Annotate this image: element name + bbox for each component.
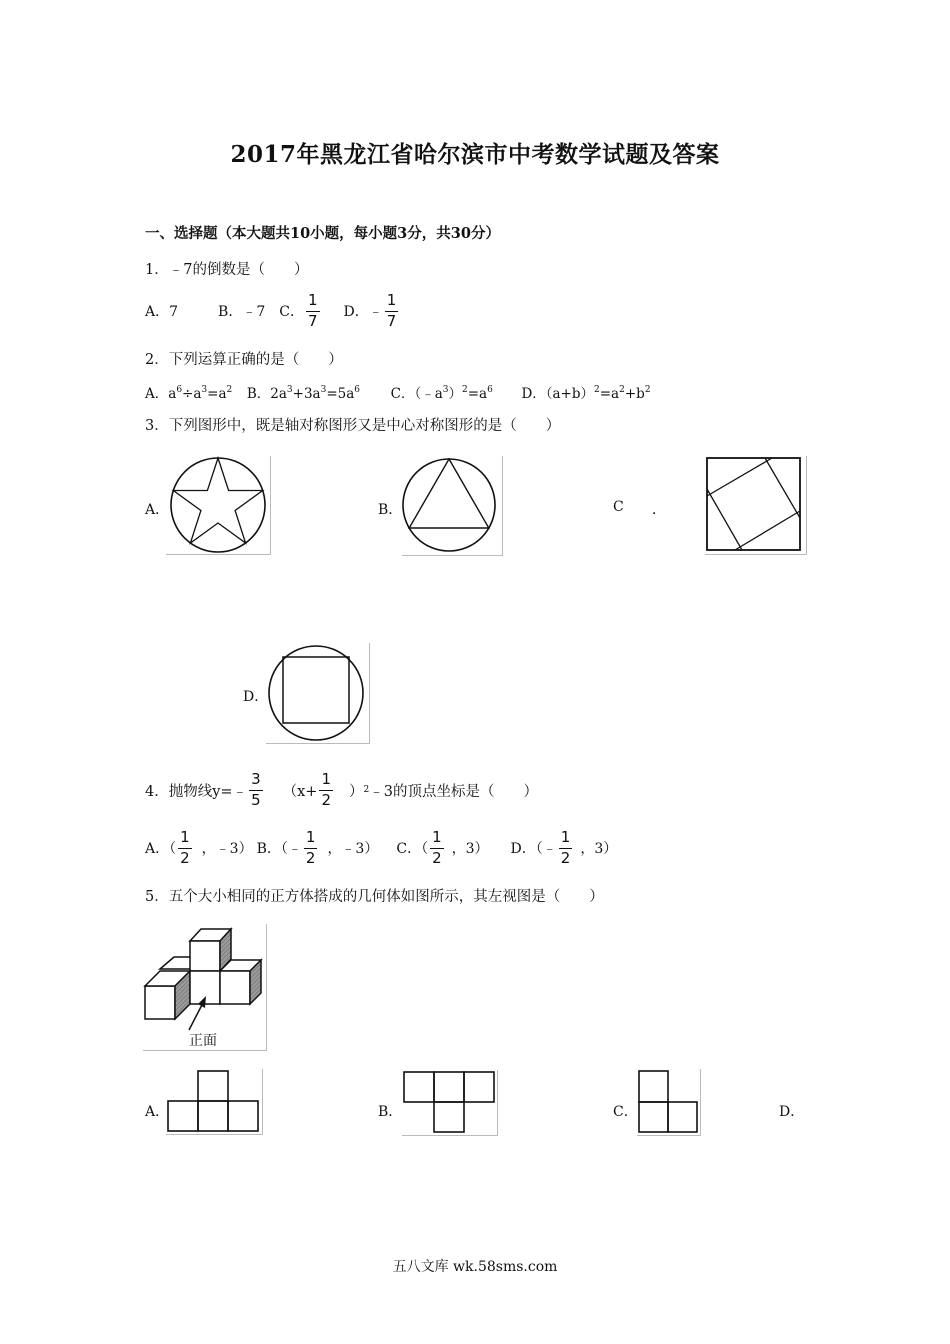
q4-option-a: A．（	[145, 841, 177, 857]
fraction-denominator: 2	[180, 848, 190, 867]
q2-option-b: B．$2a^3+3a^3=5a^6$	[246, 385, 361, 402]
q5-cube-figure	[143, 924, 267, 1051]
q3-option-c-label: C	[613, 499, 624, 515]
fraction-denominator: 2	[560, 848, 571, 867]
fraction-denominator: 2	[321, 790, 331, 809]
q1-option-a: A．7	[145, 304, 179, 320]
q3-option-d-label: D．	[243, 689, 269, 705]
q2-option-a: A．$a^6\div a^3=a^2$	[145, 385, 233, 402]
q3-stem: 3．下列图形中，既是轴对称图形又是中心对称图形的是（ ）	[145, 418, 561, 434]
q4-option-d-fraction	[559, 829, 573, 867]
q3-figure-b	[402, 456, 503, 556]
section-heading-choice: 一、选择题（本大题共10小题，每小题3分，共30分）	[145, 225, 500, 242]
q4-option-d-suffix: ，3）	[580, 841, 618, 857]
q1-option-d-fraction	[385, 292, 399, 330]
q3-option-c-dot: ．	[652, 502, 666, 518]
q3-figure-a	[166, 456, 271, 555]
q1-option-c-fraction	[306, 292, 320, 330]
view-t-shape-icon	[166, 1069, 262, 1134]
q4-stem-fraction-b	[319, 771, 333, 809]
square-in-circle-icon	[266, 643, 369, 743]
footer-watermark: 五八文库 wk.58sms.com	[392, 1259, 558, 1275]
q1-option-d: D．﹣	[343, 304, 383, 320]
q2-option-d: D．$(a+b)^2=a^2+b^2$	[521, 385, 651, 402]
q4-option-c-suffix: ，3）	[451, 841, 489, 857]
q5-figure-c	[637, 1069, 701, 1136]
fraction-numerator: 1	[178, 829, 192, 848]
q1-option-b: B．﹣7	[218, 304, 266, 320]
page-title: 2017年黑龙江省哈尔滨市中考数学试题及答案	[230, 141, 720, 168]
q4-stem: 4．抛物线y=﹣ $\frac{3}{5}$ （x+ $\frac{1}{2}$ ） 2 ﹣3的顶点坐标是（ ）	[145, 770, 538, 809]
fraction-denominator: 5	[251, 790, 261, 809]
q5-option-b-label: B．	[378, 1104, 403, 1120]
q5-option-a-label: A．	[145, 1104, 170, 1120]
q2-stem: 2．下列运算正确的是（ ）	[145, 352, 343, 368]
q4-stem-fraction-a	[249, 771, 263, 809]
fraction-numerator: 1	[306, 292, 320, 311]
triangle-in-circle-icon	[402, 456, 502, 555]
q1-option-c: C．	[279, 304, 304, 320]
fraction-denominator: 2	[305, 848, 316, 867]
q2-option-c: C．$(﹣a^3)^2=a^6$	[390, 385, 493, 402]
fraction-denominator: 2	[432, 848, 442, 867]
fraction-numerator: 1	[385, 292, 399, 311]
q1-options	[145, 289, 400, 333]
q5-figure-b	[402, 1070, 498, 1136]
view-inverted-t-icon	[402, 1070, 497, 1135]
q4-stem-prefix: 4．抛物线y=﹣	[145, 783, 248, 800]
fraction-denominator: 7	[386, 311, 397, 330]
star-in-circle-icon	[166, 456, 270, 554]
q2-options	[145, 382, 651, 402]
q4-option-b: B．（﹣	[256, 841, 302, 857]
fraction-numerator: 1	[319, 771, 333, 790]
q3-figure-c	[705, 456, 807, 555]
q4-option-c-fraction	[430, 829, 444, 867]
q5-figure-a	[166, 1069, 263, 1135]
q4-stem-mid: （x+	[282, 783, 318, 800]
fraction-numerator: 1	[430, 829, 444, 848]
fraction-numerator: 3	[249, 771, 263, 790]
q3-option-a-label: A．	[145, 502, 170, 518]
q4-option-c: C．（	[396, 841, 429, 857]
q5-option-d-label: D．	[779, 1104, 805, 1120]
q5-stem: 5．五个大小相同的正方体搭成的几何体如图所示，其左视图是（ ）	[145, 889, 604, 905]
q4-option-a-fraction	[178, 829, 192, 867]
q1-stem: 1．﹣7的倒数是（ ）	[145, 262, 309, 278]
q3-option-b-label: B．	[378, 502, 403, 518]
q5-option-c-label: C．	[613, 1104, 638, 1120]
q4-options	[145, 826, 617, 870]
q4-option-d: D．（﹣	[510, 841, 557, 857]
fraction-numerator: 1	[559, 829, 573, 848]
q4-option-a-suffix: ，﹣3）	[201, 841, 253, 857]
q4-stem-suffix: ﹣3的顶点坐标是（ ）	[369, 783, 538, 800]
view-l-shape-icon	[637, 1069, 700, 1135]
square-rotated-inner-icon	[705, 456, 806, 554]
q4-stem-paren: ）	[349, 783, 364, 800]
q3-figure-d	[266, 643, 370, 744]
q4-option-b-fraction	[304, 829, 318, 867]
fraction-numerator: 1	[304, 829, 318, 848]
q4-option-b-suffix: ，﹣3）	[327, 841, 379, 857]
q5-front-label: 正面	[189, 1033, 217, 1049]
fraction-denominator: 7	[307, 311, 318, 330]
